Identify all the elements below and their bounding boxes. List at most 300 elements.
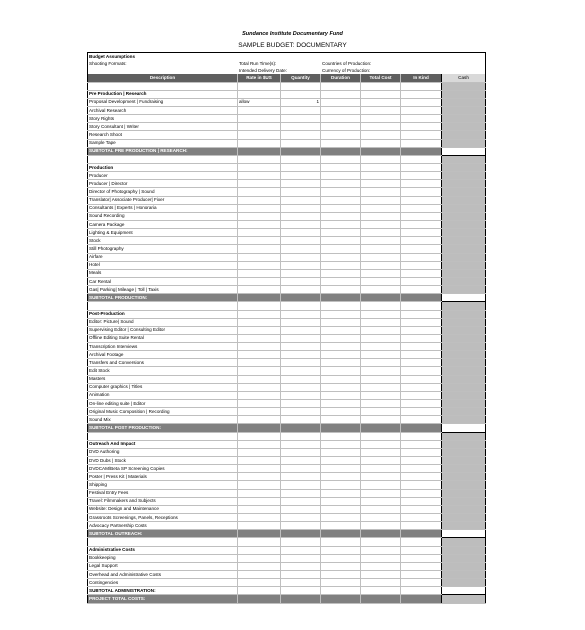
row-quantity-cell[interactable] [281,481,321,489]
row-rate-cell[interactable] [238,416,281,424]
row-in-kind-cell[interactable] [401,416,442,424]
row-total-cost-cell[interactable] [361,554,401,562]
row-duration-cell[interactable] [321,497,361,505]
row-total-cost-cell[interactable] [361,497,401,505]
row-duration-cell[interactable] [321,554,361,562]
row-cash-cell[interactable] [442,196,486,204]
row-in-kind-cell[interactable] [401,383,442,391]
table-row [88,131,486,139]
row-in-kind-cell [401,432,442,440]
row-in-kind-cell[interactable] [401,237,442,245]
row-in-kind-cell[interactable] [401,131,442,139]
row-quantity-cell[interactable] [281,245,321,253]
row-quantity-cell[interactable]: 1 [281,98,321,106]
row-quantity-cell[interactable] [281,554,321,562]
row-duration-cell[interactable] [321,334,361,342]
row-quantity-cell[interactable] [281,448,321,456]
row-in-kind-cell[interactable] [401,123,442,131]
row-cash-cell[interactable] [442,481,486,489]
row-quantity-cell[interactable] [281,131,321,139]
row-rate-cell[interactable] [238,457,281,465]
row-cash-cell[interactable] [442,139,486,147]
row-rate-cell[interactable] [238,383,281,391]
row-in-kind-cell[interactable] [401,359,442,367]
row-rate-cell[interactable]: allow [238,98,281,106]
row-duration-cell[interactable] [321,359,361,367]
row-total-cost-cell[interactable] [361,188,401,196]
row-duration-cell[interactable] [321,245,361,253]
row-quantity-cell[interactable] [281,253,321,261]
row-in-kind-cell[interactable] [401,571,442,579]
row-rate-cell[interactable] [238,408,281,416]
row-rate-cell[interactable] [238,188,281,196]
row-duration-cell[interactable] [321,408,361,416]
row-duration-cell[interactable] [321,237,361,245]
row-in-kind-cell[interactable] [401,514,442,522]
row-description: Administrative Costs [88,546,238,554]
row-in-kind-cell[interactable] [401,245,442,253]
row-total-cost-cell [361,530,401,538]
row-quantity-cell [281,302,321,310]
row-in-kind-cell[interactable] [401,375,442,383]
row-quantity-cell[interactable] [281,497,321,505]
row-quantity-cell[interactable] [281,400,321,408]
row-cash-cell[interactable] [442,212,486,220]
row-cash-cell[interactable] [442,375,486,383]
row-rate-cell[interactable] [238,522,281,530]
row-rate-cell[interactable] [238,465,281,473]
row-in-kind-cell[interactable] [401,188,442,196]
row-in-kind-cell[interactable] [401,220,442,228]
row-rate-cell[interactable] [238,579,281,587]
row-cash-cell[interactable] [442,237,486,245]
row-in-kind-cell[interactable] [401,579,442,587]
row-total-cost-cell[interactable] [361,367,401,375]
row-quantity-cell[interactable] [281,318,321,326]
row-duration-cell[interactable] [321,131,361,139]
row-rate-cell[interactable] [238,391,281,399]
row-rate-cell[interactable] [238,554,281,562]
row-rate-cell[interactable] [238,139,281,147]
row-rate-cell[interactable] [238,196,281,204]
row-duration-cell[interactable] [321,326,361,334]
row-total-cost-cell[interactable] [361,448,401,456]
row-total-cost-cell[interactable] [361,245,401,253]
row-in-kind-cell[interactable] [401,269,442,277]
row-total-cost-cell[interactable] [361,269,401,277]
row-in-kind-cell[interactable] [401,106,442,114]
row-in-kind-cell[interactable] [401,562,442,570]
row-quantity-cell[interactable] [281,261,321,269]
row-quantity-cell[interactable] [281,416,321,424]
row-cash-cell[interactable] [442,367,486,375]
row-total-cost-cell[interactable] [361,131,401,139]
row-in-kind-cell[interactable] [401,481,442,489]
row-rate-cell[interactable] [238,473,281,481]
row-total-cost-cell[interactable] [361,106,401,114]
row-rate-cell[interactable] [238,571,281,579]
row-cash-cell[interactable] [442,277,486,285]
row-quantity-cell[interactable] [281,367,321,375]
row-quantity-cell[interactable] [281,286,321,294]
row-in-kind-cell[interactable] [401,408,442,416]
row-cash-cell[interactable] [442,106,486,114]
row-in-kind-cell[interactable] [401,343,442,351]
row-total-cost-cell[interactable] [361,180,401,188]
row-quantity-cell[interactable] [281,106,321,114]
row-rate-cell [238,82,281,90]
row-cash-cell[interactable] [442,554,486,562]
row-duration-cell[interactable] [321,448,361,456]
row-in-kind-cell[interactable] [401,489,442,497]
row-quantity-cell[interactable] [281,229,321,237]
row-rate-cell[interactable] [238,115,281,123]
row-duration-cell[interactable] [321,229,361,237]
row-duration-cell[interactable] [321,172,361,180]
row-rate-cell[interactable] [238,229,281,237]
row-total-cost-cell[interactable] [361,391,401,399]
row-quantity-cell[interactable] [281,188,321,196]
row-total-cost-cell[interactable] [361,571,401,579]
row-rate-cell [238,587,281,595]
row-rate-cell[interactable] [238,245,281,253]
row-quantity-cell[interactable] [281,326,321,334]
row-cash-cell[interactable] [442,188,486,196]
row-cash-cell[interactable] [442,334,486,342]
row-duration-cell[interactable] [321,196,361,204]
row-in-kind-cell[interactable] [401,286,442,294]
row-rate-cell[interactable] [238,180,281,188]
row-rate-cell[interactable] [238,481,281,489]
row-duration-cell[interactable] [321,123,361,131]
row-rate-cell[interactable] [238,489,281,497]
row-in-kind-cell[interactable] [401,326,442,334]
row-in-kind-cell[interactable] [401,334,442,342]
row-rate-cell[interactable] [238,237,281,245]
row-cash-cell[interactable] [442,98,486,106]
row-cash-cell[interactable] [442,286,486,294]
row-total-cost-cell[interactable] [361,514,401,522]
row-cash-cell[interactable] [442,579,486,587]
row-quantity-cell[interactable] [281,204,321,212]
row-quantity-cell[interactable] [281,562,321,570]
row-cash-cell[interactable] [442,253,486,261]
row-cash-cell[interactable] [442,448,486,456]
row-rate-cell[interactable] [238,131,281,139]
row-quantity-cell[interactable] [281,351,321,359]
row-duration-cell[interactable] [321,212,361,220]
row-duration-cell[interactable] [321,562,361,570]
row-quantity-cell[interactable] [281,514,321,522]
row-cash-cell[interactable] [442,505,486,513]
row-total-cost-cell[interactable] [361,375,401,383]
row-rate-cell[interactable] [238,261,281,269]
row-in-kind-cell[interactable] [401,98,442,106]
row-rate-cell[interactable] [238,514,281,522]
row-quantity-cell[interactable] [281,383,321,391]
row-total-cost-cell[interactable] [361,473,401,481]
row-quantity-cell[interactable] [281,465,321,473]
row-duration-cell[interactable] [321,391,361,399]
row-rate-cell[interactable] [238,367,281,375]
row-quantity-cell[interactable] [281,269,321,277]
row-in-kind-cell[interactable] [401,497,442,505]
row-in-kind-cell[interactable] [401,457,442,465]
row-rate-cell[interactable] [238,562,281,570]
row-in-kind-cell[interactable] [401,180,442,188]
row-quantity-cell[interactable] [281,277,321,285]
row-quantity-cell[interactable] [281,172,321,180]
row-duration-cell[interactable] [321,473,361,481]
row-duration-cell[interactable] [321,505,361,513]
row-rate-cell[interactable] [238,286,281,294]
row-total-cost-cell[interactable] [361,196,401,204]
row-total-cost-cell[interactable] [361,465,401,473]
row-in-kind-cell[interactable] [401,391,442,399]
row-in-kind-cell[interactable] [401,196,442,204]
row-cash-cell[interactable] [442,261,486,269]
row-quantity-cell[interactable] [281,180,321,188]
row-cash-cell[interactable] [442,131,486,139]
row-duration-cell[interactable] [321,400,361,408]
row-duration-cell[interactable] [321,139,361,147]
row-cash-cell[interactable] [442,229,486,237]
row-total-cost-cell[interactable] [361,562,401,570]
row-duration-cell [321,546,361,554]
row-cash-cell[interactable] [442,408,486,416]
row-in-kind-cell[interactable] [401,204,442,212]
intended-delivery-label: Intended Delivery Date: [239,67,288,73]
row-total-cost-cell[interactable] [361,253,401,261]
row-rate-cell[interactable] [238,204,281,212]
row-in-kind-cell[interactable] [401,277,442,285]
row-quantity-cell[interactable] [281,220,321,228]
row-duration-cell[interactable] [321,514,361,522]
row-duration-cell[interactable] [321,571,361,579]
row-total-cost-cell[interactable] [361,212,401,220]
row-duration-cell[interactable] [321,115,361,123]
row-in-kind-cell[interactable] [401,351,442,359]
row-duration-cell[interactable] [321,416,361,424]
row-duration-cell[interactable] [321,253,361,261]
row-cash-cell[interactable] [442,571,486,579]
row-quantity-cell[interactable] [281,334,321,342]
row-in-kind-cell[interactable] [401,253,442,261]
row-cash-cell[interactable] [442,245,486,253]
row-cash-cell[interactable] [442,514,486,522]
row-duration-cell[interactable] [321,98,361,106]
row-cash-cell[interactable] [442,351,486,359]
row-total-cost-cell[interactable] [361,489,401,497]
row-duration-cell[interactable] [321,220,361,228]
row-quantity-cell[interactable] [281,505,321,513]
row-rate-cell[interactable] [238,375,281,383]
row-cash-cell[interactable] [442,115,486,123]
row-total-cost-cell[interactable] [361,505,401,513]
row-total-cost-cell[interactable] [361,383,401,391]
row-quantity-cell[interactable] [281,571,321,579]
row-total-cost-cell[interactable] [361,261,401,269]
row-rate-cell[interactable] [238,269,281,277]
row-total-cost-cell[interactable] [361,408,401,416]
row-quantity-cell[interactable] [281,375,321,383]
row-cash-cell[interactable] [442,391,486,399]
row-cash-cell[interactable] [442,400,486,408]
row-cash-cell[interactable] [442,269,486,277]
row-rate-cell[interactable] [238,351,281,359]
row-quantity-cell[interactable] [281,359,321,367]
row-total-cost-cell[interactable] [361,522,401,530]
row-cash-cell[interactable] [442,489,486,497]
row-in-kind-cell[interactable] [401,554,442,562]
row-total-cost-cell[interactable] [361,237,401,245]
row-quantity-cell[interactable] [281,522,321,530]
row-cash-cell[interactable] [442,457,486,465]
row-rate-cell[interactable] [238,253,281,261]
row-rate-cell[interactable] [238,318,281,326]
row-in-kind-cell[interactable] [401,172,442,180]
row-in-kind-cell[interactable] [401,261,442,269]
row-rate-cell[interactable] [238,123,281,131]
row-duration-cell[interactable] [321,489,361,497]
row-total-cost-cell[interactable] [361,481,401,489]
row-total-cost-cell[interactable] [361,457,401,465]
row-cash-cell[interactable] [442,473,486,481]
row-cash-cell[interactable] [442,318,486,326]
row-in-kind-cell[interactable] [401,139,442,147]
row-cash-cell[interactable] [442,220,486,228]
row-quantity-cell[interactable] [281,457,321,465]
row-quantity-cell[interactable] [281,237,321,245]
row-cash-cell[interactable] [442,123,486,131]
row-rate-cell[interactable] [238,212,281,220]
row-total-cost-cell[interactable] [361,351,401,359]
row-rate-cell[interactable] [238,359,281,367]
row-quantity-cell[interactable] [281,196,321,204]
row-cash-cell[interactable] [442,497,486,505]
row-total-cost-cell[interactable] [361,139,401,147]
row-in-kind-cell[interactable] [401,318,442,326]
row-quantity-cell[interactable] [281,123,321,131]
row-duration-cell[interactable] [321,343,361,351]
row-total-cost-cell[interactable] [361,579,401,587]
row-total-cost-cell[interactable] [361,416,401,424]
row-duration-cell[interactable] [321,277,361,285]
row-duration-cell[interactable] [321,457,361,465]
row-total-cost-cell[interactable] [361,359,401,367]
row-total-cost-cell[interactable] [361,286,401,294]
row-in-kind-cell[interactable] [401,229,442,237]
row-cash-cell[interactable] [442,522,486,530]
row-quantity-cell[interactable] [281,391,321,399]
row-duration-cell[interactable] [321,180,361,188]
row-in-kind-cell[interactable] [401,473,442,481]
row-rate-cell[interactable] [238,277,281,285]
row-total-cost-cell[interactable] [361,326,401,334]
row-duration-cell[interactable] [321,351,361,359]
row-total-cost-cell[interactable] [361,98,401,106]
row-duration-cell[interactable] [321,106,361,114]
row-cash-cell[interactable] [442,180,486,188]
row-duration-cell[interactable] [321,481,361,489]
subtotal-row [88,530,486,538]
row-duration-cell[interactable] [321,204,361,212]
row-rate-cell[interactable] [238,448,281,456]
row-cash-cell[interactable] [442,383,486,391]
row-total-cost-cell[interactable] [361,204,401,212]
row-rate-cell[interactable] [238,334,281,342]
row-duration-cell[interactable] [321,579,361,587]
row-quantity-cell[interactable] [281,579,321,587]
row-in-kind-cell[interactable] [401,505,442,513]
row-cash-cell[interactable] [442,326,486,334]
row-in-kind-cell[interactable] [401,522,442,530]
row-in-kind-cell[interactable] [401,367,442,375]
subtotal-row [88,294,486,302]
row-total-cost-cell[interactable] [361,277,401,285]
row-duration-cell[interactable] [321,383,361,391]
row-duration-cell[interactable] [321,465,361,473]
row-total-cost-cell[interactable] [361,343,401,351]
row-total-cost-cell[interactable] [361,220,401,228]
row-duration-cell[interactable] [321,261,361,269]
row-quantity-cell[interactable] [281,115,321,123]
row-total-cost-cell[interactable] [361,229,401,237]
row-in-kind-cell[interactable] [401,448,442,456]
row-total-cost-cell[interactable] [361,318,401,326]
row-cash-cell[interactable] [442,343,486,351]
row-in-kind-cell[interactable] [401,115,442,123]
row-cash-cell[interactable] [442,359,486,367]
row-rate-cell[interactable] [238,326,281,334]
row-rate-cell[interactable] [238,497,281,505]
row-cash-cell[interactable] [442,204,486,212]
row-rate-cell[interactable] [238,505,281,513]
row-total-cost-cell[interactable] [361,115,401,123]
row-quantity-cell[interactable] [281,139,321,147]
row-duration-cell[interactable] [321,318,361,326]
row-total-cost-cell[interactable] [361,172,401,180]
row-total-cost-cell[interactable] [361,400,401,408]
row-cash-cell[interactable] [442,172,486,180]
row-quantity-cell[interactable] [281,343,321,351]
row-quantity-cell[interactable] [281,408,321,416]
row-total-cost-cell[interactable] [361,334,401,342]
row-cash-cell[interactable] [442,416,486,424]
row-duration-cell[interactable] [321,188,361,196]
row-rate-cell[interactable] [238,172,281,180]
row-duration-cell[interactable] [321,522,361,530]
row-quantity-cell[interactable] [281,473,321,481]
row-duration-cell[interactable] [321,375,361,383]
row-rate-cell[interactable] [238,400,281,408]
row-quantity-cell[interactable] [281,489,321,497]
row-in-kind-cell[interactable] [401,400,442,408]
row-duration-cell[interactable] [321,269,361,277]
row-in-kind-cell[interactable] [401,465,442,473]
row-cash-cell[interactable] [442,465,486,473]
row-duration-cell[interactable] [321,367,361,375]
table-row [88,277,486,285]
row-rate-cell[interactable] [238,220,281,228]
row-rate-cell[interactable] [238,343,281,351]
row-cash-cell[interactable] [442,562,486,570]
row-quantity-cell[interactable] [281,212,321,220]
row-duration-cell[interactable] [321,286,361,294]
row-total-cost-cell[interactable] [361,123,401,131]
row-in-kind-cell[interactable] [401,212,442,220]
row-rate-cell[interactable] [238,106,281,114]
